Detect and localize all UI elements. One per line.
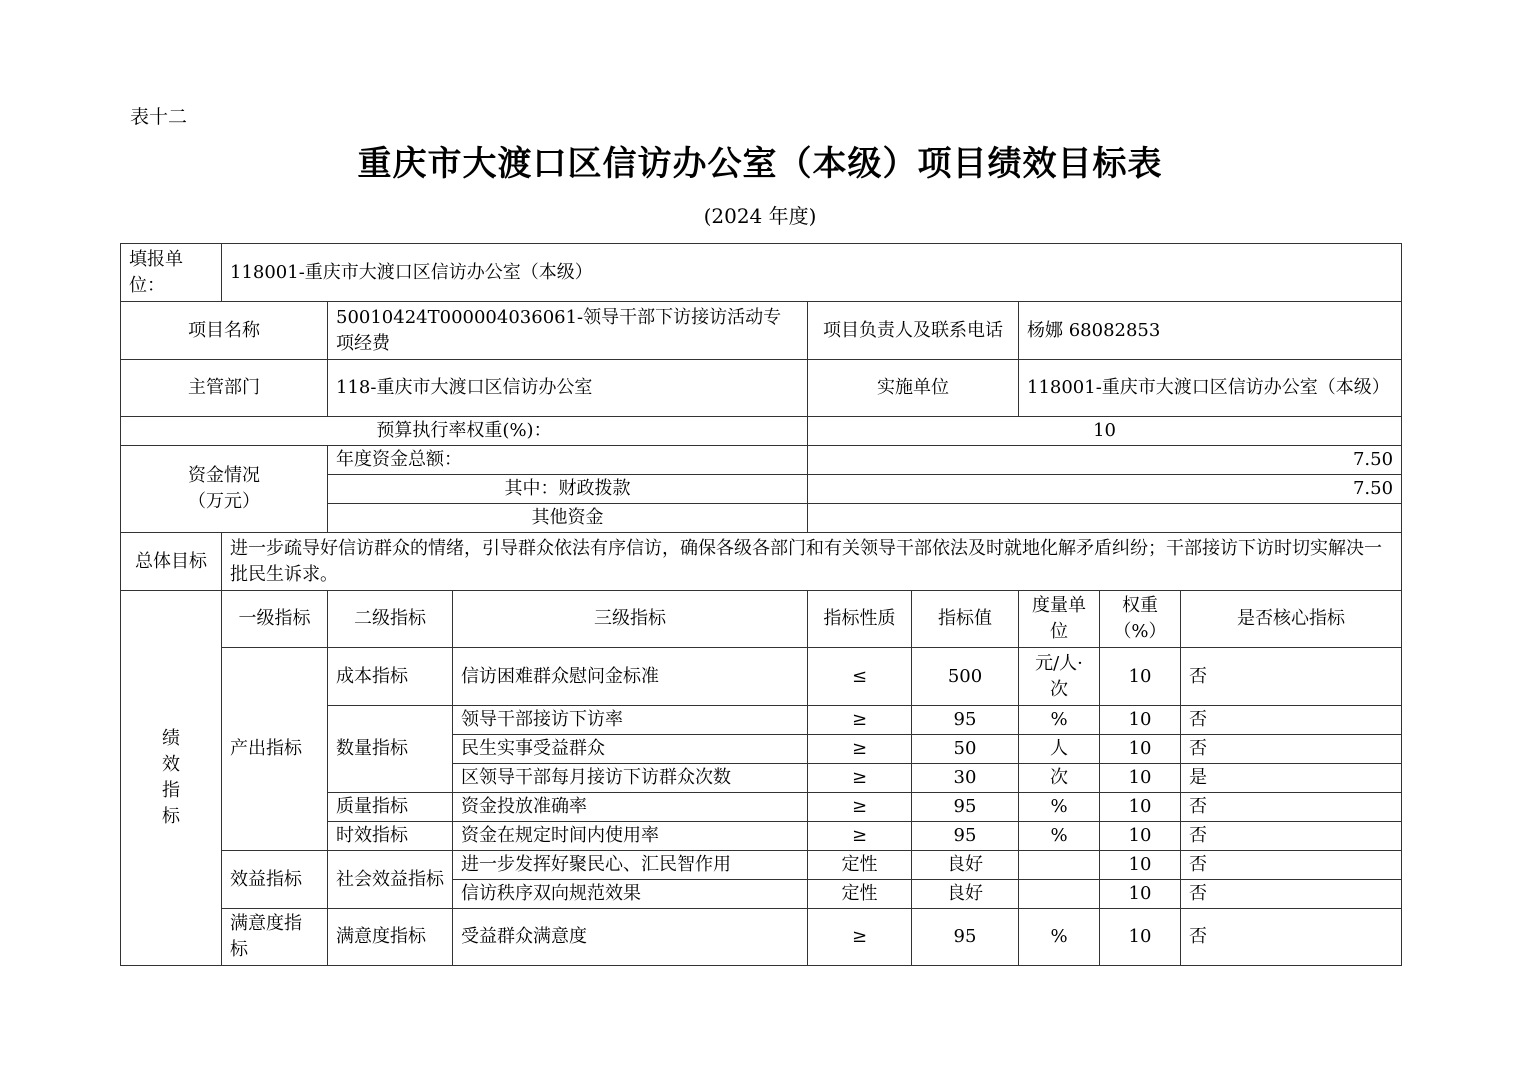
funds-other-label: 其他资金 xyxy=(328,504,808,533)
subgroup-cost: 成本指标 xyxy=(328,648,453,706)
indicator-weight: 10 xyxy=(1100,735,1181,764)
indicator-unit: % xyxy=(1019,793,1100,822)
indicator-nature: 定性 xyxy=(808,851,912,880)
funds-fiscal-label: 其中：财政拨款 xyxy=(328,475,808,504)
goal-text: 进一步疏导好信访群众的情绪，引导群众依法有序信访，确保各级各部门和有关领导干部依法及时就地化解矛盾纠纷；干部接访下访时切实解决一批民生诉求。 xyxy=(222,533,1402,591)
indicator-nature: ≥ xyxy=(808,706,912,735)
indicator-core: 否 xyxy=(1181,822,1402,851)
contact-label: 项目负责人及联系电话 xyxy=(808,302,1019,360)
perf-section-text: 绩效指标 xyxy=(162,728,180,827)
project-name-label: 项目名称 xyxy=(121,302,328,360)
indicator-name: 区领导干部每月接访下访群众次数 xyxy=(453,764,808,793)
header-unit: 度量单位 xyxy=(1019,591,1100,648)
indicator-weight: 10 xyxy=(1100,793,1181,822)
funds-total-label: 年度资金总额： xyxy=(328,446,808,475)
indicator-name: 信访秩序双向规范效果 xyxy=(453,880,808,909)
funds-other-value xyxy=(808,504,1402,533)
perf-section-label xyxy=(121,591,222,966)
indicator-core: 否 xyxy=(1181,648,1402,706)
unit-value: 118001-重庆市大渡口区信访办公室（本级） xyxy=(222,244,1402,302)
indicator-weight: 10 xyxy=(1100,909,1181,966)
header-level2: 二级指标 xyxy=(328,591,453,648)
header-level3: 三级指标 xyxy=(453,591,808,648)
funds-label-line2: （万元） xyxy=(188,491,260,512)
funds-fiscal-value: 7.50 xyxy=(808,475,1402,504)
funds-label-line1: 资金情况 xyxy=(188,465,260,486)
indicator-weight: 10 xyxy=(1100,822,1181,851)
indicator-core: 否 xyxy=(1181,880,1402,909)
indicator-unit xyxy=(1019,851,1100,880)
indicator-core: 是 xyxy=(1181,764,1402,793)
goal-label: 总体目标 xyxy=(121,533,222,591)
indicator-value: 30 xyxy=(912,764,1019,793)
year-subtitle: (2024 年度) xyxy=(703,204,817,228)
indicator-name: 进一步发挥好聚民心、汇民智作用 xyxy=(453,851,808,880)
unit-label: 填报单位： xyxy=(121,244,222,302)
project-name-value: 50010424T000004036061-领导干部下访接访活动专项经费 xyxy=(328,302,808,360)
table-number: 表十二 xyxy=(130,106,188,128)
indicator-name: 民生实事受益群众 xyxy=(453,735,808,764)
indicator-value: 良好 xyxy=(912,851,1019,880)
indicator-value: 95 xyxy=(912,706,1019,735)
indicator-core: 否 xyxy=(1181,735,1402,764)
budget-weight-label: 预算执行率权重(%)： xyxy=(121,417,808,446)
page-title: 重庆市大渡口区信访办公室（本级）项目绩效目标表 xyxy=(357,144,1163,184)
indicator-core: 否 xyxy=(1181,909,1402,966)
budget-weight-value: 10 xyxy=(808,417,1402,446)
indicator-name: 受益群众满意度 xyxy=(453,909,808,966)
header-core: 是否核心指标 xyxy=(1181,591,1402,648)
subgroup-satisfaction: 满意度指标 xyxy=(328,909,453,966)
indicator-weight: 10 xyxy=(1100,764,1181,793)
indicator-name: 资金投放准确率 xyxy=(453,793,808,822)
table-row xyxy=(121,851,1402,880)
indicator-name: 信访困难群众慰问金标准 xyxy=(453,648,808,706)
indicator-value: 50 xyxy=(912,735,1019,764)
dept-value: 118-重庆市大渡口区信访办公室 xyxy=(328,360,808,417)
indicator-core: 否 xyxy=(1181,706,1402,735)
indicator-core: 否 xyxy=(1181,793,1402,822)
header-nature: 指标性质 xyxy=(808,591,912,648)
indicator-name: 领导干部接访下访率 xyxy=(453,706,808,735)
indicator-weight: 10 xyxy=(1100,880,1181,909)
group-satisfaction: 满意度指标 xyxy=(222,909,328,966)
subgroup-social: 社会效益指标 xyxy=(328,851,453,909)
indicator-unit: % xyxy=(1019,909,1100,966)
funds-label xyxy=(121,446,328,533)
header-weight: 权重（%） xyxy=(1100,591,1181,648)
indicator-weight: 10 xyxy=(1100,648,1181,706)
indicator-unit: 人 xyxy=(1019,735,1100,764)
indicator-unit xyxy=(1019,880,1100,909)
subgroup-timeliness: 时效指标 xyxy=(328,822,453,851)
indicator-unit: % xyxy=(1019,822,1100,851)
indicator-nature: 定性 xyxy=(808,880,912,909)
indicator-value: 95 xyxy=(912,909,1019,966)
indicator-unit: % xyxy=(1019,706,1100,735)
indicator-value: 良好 xyxy=(912,880,1019,909)
indicator-core: 否 xyxy=(1181,851,1402,880)
impl-label: 实施单位 xyxy=(808,360,1019,417)
impl-value: 118001-重庆市大渡口区信访办公室（本级） xyxy=(1019,360,1402,417)
header-value: 指标值 xyxy=(912,591,1019,648)
subgroup-quantity: 数量指标 xyxy=(328,706,453,793)
indicator-weight: 10 xyxy=(1100,851,1181,880)
contact-value: 杨娜 68082853 xyxy=(1019,302,1402,360)
indicator-unit: 元/人·次 xyxy=(1019,648,1100,706)
indicator-nature: ≥ xyxy=(808,909,912,966)
indicator-weight: 10 xyxy=(1100,706,1181,735)
indicator-nature: ≥ xyxy=(808,793,912,822)
indicator-nature: ≥ xyxy=(808,735,912,764)
indicator-nature: ≥ xyxy=(808,764,912,793)
indicator-nature: ≤ xyxy=(808,648,912,706)
funds-total-value: 7.50 xyxy=(808,446,1402,475)
performance-table xyxy=(120,243,1402,966)
indicator-value: 500 xyxy=(912,648,1019,706)
indicator-name: 资金在规定时间内使用率 xyxy=(453,822,808,851)
table-row xyxy=(121,648,1402,706)
table-row xyxy=(121,909,1402,966)
dept-label: 主管部门 xyxy=(121,360,328,417)
indicator-unit: 次 xyxy=(1019,764,1100,793)
subgroup-quality: 质量指标 xyxy=(328,793,453,822)
indicator-value: 95 xyxy=(912,822,1019,851)
group-output: 产出指标 xyxy=(222,648,328,851)
header-level1: 一级指标 xyxy=(222,591,328,648)
indicator-value: 95 xyxy=(912,793,1019,822)
group-benefit: 效益指标 xyxy=(222,851,328,909)
indicator-nature: ≥ xyxy=(808,822,912,851)
